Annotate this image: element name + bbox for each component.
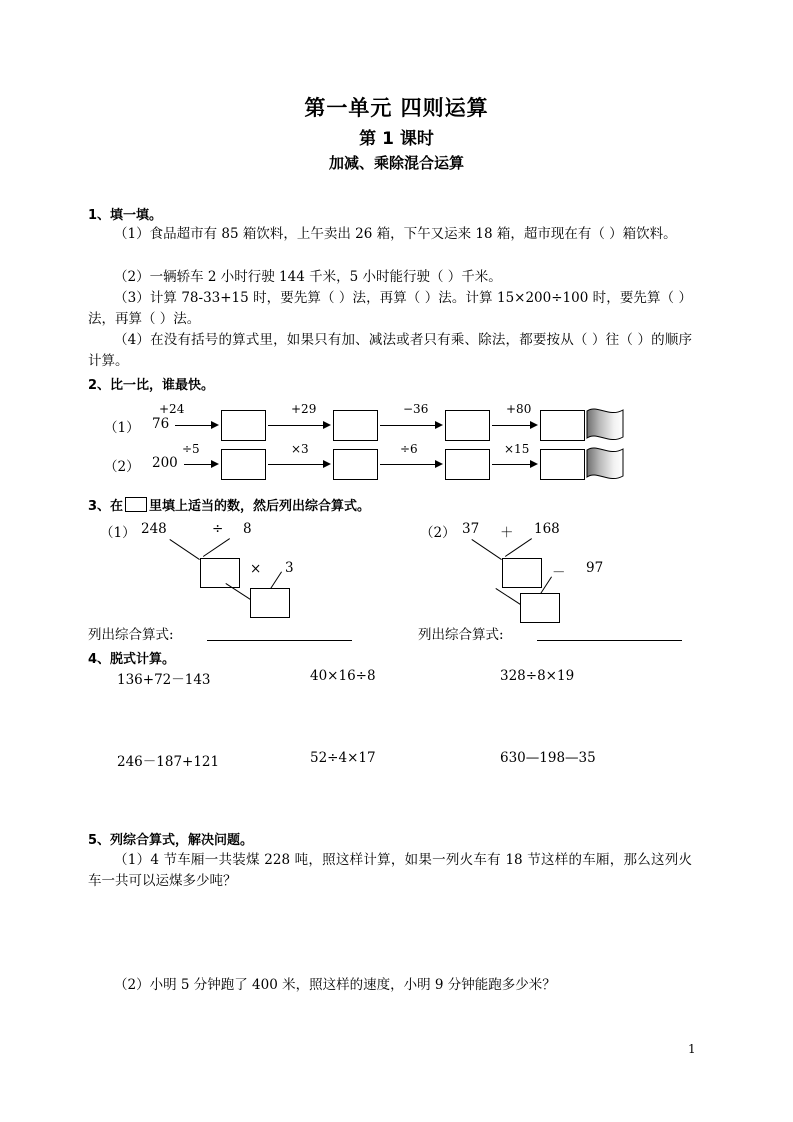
chain-2-arrow-3 <box>380 464 437 465</box>
section-5-problem-1: （1）4 节车厢一共装煤 228 吨，照这样计算，如果一列火车有 18 节这样的车厢，那么这列火车一共可以运煤多少吨？ <box>88 852 692 889</box>
chain-1-arrow-2 <box>268 425 325 426</box>
chain-1-op-2: +29 <box>291 402 317 416</box>
chain-2-arrowhead-1 <box>211 460 219 468</box>
chain-1-box-3[interactable] <box>445 410 490 441</box>
chain-2-op-4: ×15 <box>504 442 530 456</box>
section-4-expression: 328÷8×19 <box>500 668 575 684</box>
chain-2-op-1: ÷5 <box>182 442 200 456</box>
tree-1-top-operator: ÷ <box>212 521 224 537</box>
section-1-item-1: （1）食品超市有 85 箱饮料，上午卖出 26 箱，下午又运来 18 箱，超市现在有（ ）箱饮料。 <box>114 226 677 242</box>
tree-2-mid-operator: － <box>552 565 566 581</box>
section-2-heading: 2、比一比，谁最快。 <box>88 378 215 393</box>
section-3-heading-before: 3、在 <box>88 499 124 514</box>
tree-2-box-1[interactable] <box>502 558 542 588</box>
tree-2-answer-line[interactable] <box>537 640 682 641</box>
page-number: 1 <box>688 1042 696 1056</box>
tree-2-edge-left <box>471 539 501 560</box>
chain-2-arrow-1 <box>184 464 213 465</box>
chain-1-arrowhead-3 <box>435 421 443 429</box>
chain-2-arrowhead-3 <box>435 460 443 468</box>
chain-1-arrow-4 <box>492 425 532 426</box>
chain-2-box-2[interactable] <box>333 449 378 480</box>
section-4-expression: 630—198—35 <box>500 750 596 766</box>
chain-2-arrow-4 <box>492 464 532 465</box>
tree-2-top-left: 37 <box>462 521 480 537</box>
tree-1-top-left: 248 <box>141 521 167 537</box>
tree-2-top-operator: ＋ <box>500 525 514 541</box>
chain-2-arrow-2 <box>268 464 325 465</box>
chain-2-label: （2） <box>104 459 140 475</box>
tree-1-box-1[interactable] <box>200 558 240 588</box>
section-4-expression: 40×16÷8 <box>310 668 376 684</box>
section-3-inline-box <box>125 497 147 512</box>
chain-2-box-3[interactable] <box>445 449 490 480</box>
topic-title: 加减、乘除混合运算 <box>328 154 464 172</box>
chain-1-start: 76 <box>152 416 170 432</box>
tree-1-mid-right: 3 <box>285 560 294 576</box>
tree-2-top-right: 168 <box>534 521 560 537</box>
chain-2-op-3: ÷6 <box>400 442 418 456</box>
section-1-item-4: （4）在没有括号的算式里，如果只有加、减法或者只有乘、除法，都要按从（ ）往（ ）的顺序计算。 <box>88 332 692 369</box>
section-4-expression: 52÷4×17 <box>310 750 376 766</box>
chain-1-box-4[interactable] <box>540 410 585 441</box>
tree-1-edge-left <box>169 539 199 560</box>
chain-1-arrow-1 <box>175 425 213 426</box>
chain-1-op-1: +24 <box>159 402 185 416</box>
chain-1-op-4: +80 <box>506 402 532 416</box>
section-1-heading: 1、填一填。 <box>88 208 163 223</box>
chain-1-arrowhead-1 <box>211 421 219 429</box>
tree-2-label: （2） <box>420 525 456 541</box>
tree-2-mid-right: 97 <box>586 560 604 576</box>
tree-1-answer-line[interactable] <box>207 640 352 641</box>
chain-2-start: 200 <box>152 455 178 471</box>
section-1-item-3: （3）计算 78-33+15 时，要先算（ ）法，再算（ ）法。计算 15×200÷100 时，要先算（ ）法，再算（ ）法。 <box>88 290 692 327</box>
chain-2-box-1[interactable] <box>221 449 266 480</box>
chain-1-label: （1） <box>104 420 140 436</box>
chain-2-arrowhead-2 <box>323 460 331 468</box>
section-5-problem-2: （2）小明 5 分钟跑了 400 米，照这样的速度，小明 9 分钟能跑多少米？ <box>114 977 556 993</box>
tree-2-box-2[interactable] <box>520 593 560 623</box>
section-3-heading-after: 里填上适当的数，然后列出综合算式。 <box>149 499 371 514</box>
tree-1-label: （1） <box>100 525 136 541</box>
chain-1-arrowhead-4 <box>530 421 538 429</box>
flag-icon <box>585 406 627 445</box>
chain-2-arrowhead-4 <box>530 460 538 468</box>
chain-1-op-3: −36 <box>403 402 429 416</box>
page-title: 第一单元 四则运算 <box>304 96 489 120</box>
section-1-item-2: （2）一辆轿车 2 小时行驶 144 千米，5 小时能行驶（ ）千米。 <box>114 269 502 285</box>
section-4-expression: 246－187+121 <box>117 754 220 770</box>
tree-1-top-right: 8 <box>243 521 252 537</box>
tree-2-answer-label: 列出综合算式: <box>418 627 504 643</box>
chain-2-op-2: ×3 <box>291 442 309 456</box>
chain-1-box-1[interactable] <box>221 410 266 441</box>
chain-2-box-4[interactable] <box>540 449 585 480</box>
section-4-heading: 4、脱式计算。 <box>88 652 176 667</box>
lesson-title: 第 1 课时 <box>359 129 434 149</box>
section-3-heading <box>88 495 370 514</box>
flag-icon <box>585 445 627 484</box>
section-4-expression: 136+72－143 <box>117 672 211 688</box>
tree-1-mid-operator: × <box>250 561 262 577</box>
section-5-heading: 5、列综合算式，解决问题。 <box>88 833 254 848</box>
chain-1-arrowhead-2 <box>323 421 331 429</box>
tree-1-edge-right <box>203 538 230 557</box>
tree-1-answer-label: 列出综合算式: <box>88 627 174 643</box>
chain-1-arrow-3 <box>380 425 437 426</box>
chain-1-box-2[interactable] <box>333 410 378 441</box>
tree-1-box-2[interactable] <box>250 588 290 618</box>
